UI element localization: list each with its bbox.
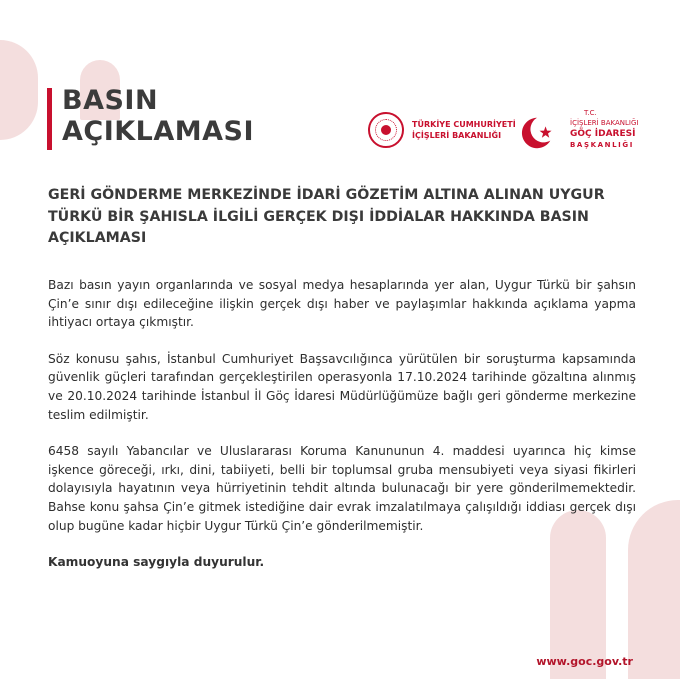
migration-logo (518, 108, 648, 156)
body-text (48, 276, 636, 590)
migration-logo-line1: T.C. (584, 109, 597, 117)
ministry-logo (368, 108, 516, 152)
page-title-line1: BASIN (62, 85, 159, 116)
page-title (62, 85, 254, 147)
headline: GERİ GÖNDERME MERKEZİNDE İDARİ GÖZETİM ALTINA ALINAN UYGUR TÜRKÜ BİR ŞAHISLA İLGİLİ GERÇEK DIŞI İDDİALAR HAKKINDA BASIN AÇIKLAMASI (48, 187, 605, 246)
header-accent-bar (47, 88, 52, 150)
ministry-logo-line1: TÜRKİYE CUMHURİYETİ (412, 120, 516, 129)
migration-logo-line3: GÖÇ İDARESİ (570, 129, 636, 139)
page-title-line2: AÇIKLAMASI (62, 116, 255, 147)
state-seal-icon (368, 112, 404, 148)
migration-logo-line2: İÇİŞLERİ BAKANLIĞI (570, 119, 639, 127)
website-link[interactable]: www.goc.gov.tr (536, 655, 633, 668)
crescent-star-icon (518, 114, 556, 152)
migration-logo-line4: BAŞKANLIĞI (570, 141, 634, 149)
paragraph-3: 6458 sayılı Yabancılar ve Uluslararası Koruma Kanununun 4. maddesi uyarınca hiç kimse işkence göreceği, ırkı, dini, tabiiyeti, belli bir toplumsal gruba mensubiyeti veya siyasi fikirleri dolayısıyla hayatının veya hürriyetinin tehdit altında bulunacağı bir yere gönderilmemektedir. Bahse konu şahsa Çin’e gitmek istediğine dair evrak imzalatılmaya çalışıldığı iddiası gerçek dışı olup bugüne kadar hiçbir Uygur Türkü Çin’e gönderilmemiştir. (48, 444, 636, 533)
paragraph-2: Söz konusu şahıs, İstanbul Cumhuriyet Başsavcılığınca yürütülen bir soruşturma kapsamında güvenlik güçleri tarafından gerçekleştirilen operasyonla 17.10.2024 tarihinde gözaltına alınmış ve 20.10.2024 tarihinde İstanbul İl Göç İdaresi Müdürlüğümüze bağlı geri gönderme merkezine teslim edilmiştir. (48, 351, 636, 422)
paragraph-1: Bazı basın yayın organlarında ve sosyal medya hesaplarında yer alan, Uygur Türkü bir şahsın Çin’e sınır dışı edileceğine ilişkin gerçek dışı haber ve paylaşımlar hakkında açıklama yapma ihtiyacı ortaya çıkmıştır. (48, 278, 636, 330)
ministry-logo-line2: İÇİŞLERİ BAKANLIĞI (412, 131, 502, 140)
closing-statement: Kamuoyuna saygıyla duyurulur. (48, 555, 265, 570)
